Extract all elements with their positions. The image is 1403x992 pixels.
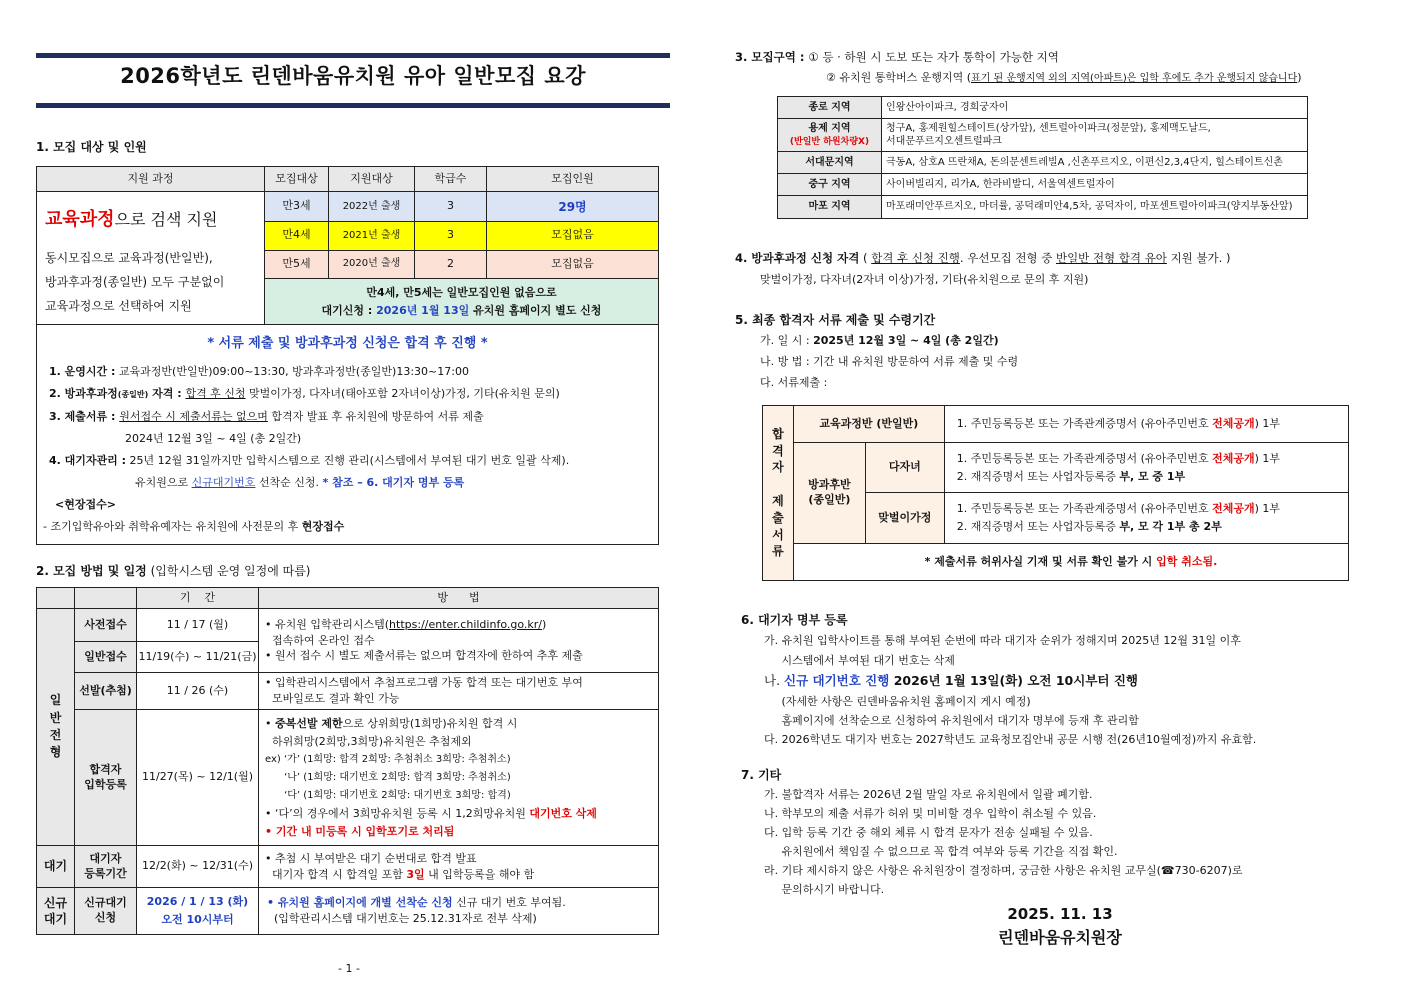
col-target: 모집대상 bbox=[265, 167, 329, 192]
title-bottom-rule bbox=[36, 103, 670, 108]
area-jongno: 종로 지역 bbox=[778, 97, 882, 119]
section-2-heading: 2. 모집 방법 및 일정 (입학시스템 운영 일정에 따름) bbox=[36, 564, 311, 578]
age-4: 만4세 bbox=[265, 222, 329, 250]
row-draw-date: 11 / 26 (수) bbox=[137, 673, 259, 710]
area-junggu: 중구 지역 bbox=[778, 174, 882, 196]
method-new: • 유치원 홈페이지에 개별 선착순 신청 신규 대기 번호 부여됨. (입학관리시스템 대기번호는 25.12.31자로 전부 삭제) bbox=[259, 888, 659, 935]
s5-line1: 가. 일 시 : 2025년 12월 3일 ~ 4일 (총 2일간) bbox=[760, 334, 999, 347]
section-3-line1: 3. 모집구역 : ① 등 · 하원 시 도보 또는 자가 통학이 가능한 지역 bbox=[735, 50, 1059, 64]
section-4-line2: 맞벌이가정, 다자녀(2자녀 이상)가정, 기타(유치원으로 문의 후 지원) bbox=[760, 273, 1089, 286]
s6-line3: 나. 신규 대기번호 진행 2026년 1월 13일(화) 오전 10시부터 진행 bbox=[764, 673, 1138, 688]
method-wait: • 추첨 시 부여받은 대기 순번대로 합격 발표 대기자 합격 시 합격일 포함 3일 내 입학등록을 해야 함 bbox=[259, 846, 659, 888]
s5-line3: 다. 서류제출 : bbox=[760, 376, 828, 389]
note-3: 3. 제출서류 : 원서접수 시 제출서류는 없으며 합격자 발표 후 유치원에 방문하여 서류 제출 bbox=[49, 409, 484, 423]
course-note-2: 방과후과정(종일반) 모두 구분없이 bbox=[45, 275, 225, 290]
note-3-date: 2024년 12월 3일 ~ 4일 (총 2일간) bbox=[125, 431, 302, 445]
notes-banner: * 서류 제출 및 방과후과정 신청은 합격 후 진행 * bbox=[207, 336, 488, 352]
section-6-heading: 6. 대기자 명부 등록 bbox=[741, 613, 848, 627]
birth-5: 2020년 출생 bbox=[329, 250, 415, 278]
s7-line4: 유치원에서 책임질 수 없으므로 꼭 합격 여부와 등록 기간을 직접 확인. bbox=[764, 845, 1118, 858]
classes-5: 2 bbox=[415, 250, 487, 278]
row-waitreg-label: 대기자 등록기간 bbox=[75, 846, 137, 888]
course-note-1: 동시모집으로 교육과정(반일반), bbox=[45, 251, 213, 266]
page-title: 2026학년도 린덴바움유치원 유아 일반모집 요강 bbox=[120, 64, 586, 88]
s5-line2: 나. 방 법 : 기간 내 유치원 방문하여 서류 제출 및 수령 bbox=[760, 355, 1019, 368]
docs-side: 합 격 자 제 출 서 류 bbox=[763, 406, 794, 581]
row-register-date: 11/27(목) ~ 12/1(월) bbox=[137, 710, 259, 846]
row-waitreg-date: 12/2(화) ~ 12/31(수) bbox=[137, 846, 259, 888]
method-register: • 중복선발 제한으로 상위희망(1희망)유치원 합격 시 하위희망(2희망,3희망)유치원은 추첨제외 ex) ‘가’ (1희망: 합격 2희망: 추첨취소 3희망: 추첨취소) ‘나’ (1희망: 대기번호 2희망: 합격 3희망: 추첨취소) ‘다’ (1희망: 대기번호 2희망: 대기번호 3희망: 합격) • ‘다’의 경우에서 3희망유치원 등록 시 1,2희망유치원 대기번호 삭제 • 기간 내 미등록 시 입학포기로 처리됨 bbox=[259, 710, 659, 846]
sign-name: 린덴바움유치원장 bbox=[998, 928, 1122, 947]
bus-table bbox=[777, 96, 1308, 219]
row-draw-label: 선발(추첨) bbox=[75, 673, 137, 710]
s7-line5: 라. 기타 제시하지 않은 사항은 유치원장이 결정하며, 궁금한 사항은 유치원 교무실(☎730-6207)로 bbox=[764, 864, 1243, 877]
wait-note: 만4세, 만5세는 일반모집인원 없음으로 대기신청 : 2026년 1월 13일 유치원 홈페이지 별도 신청 bbox=[265, 278, 659, 324]
page-number: - 1 - bbox=[338, 962, 360, 975]
note-4b: 유치원으로 신규대기번호 선착순 신청. * 참조 – 6. 대기자 명부 등록 bbox=[135, 475, 465, 489]
count-4: 모집없음 bbox=[487, 222, 659, 250]
course-search: 교육과정으로 검색 지원 bbox=[45, 209, 218, 230]
age-5: 만5세 bbox=[265, 250, 329, 278]
docs-half-detail: 1. 주민등록등본 또는 가족관계증명서 (유아주민번호 전체공개) 1부 bbox=[944, 406, 1348, 443]
group-new: 신규 대기 bbox=[37, 888, 75, 935]
section-1-heading: 1. 모집 대상 및 인원 bbox=[36, 140, 147, 154]
col-birth: 지원대상 bbox=[329, 167, 415, 192]
col-count: 모집인원 bbox=[487, 167, 659, 192]
birth-4: 2021년 출생 bbox=[329, 222, 415, 250]
title-top-rule bbox=[36, 53, 670, 58]
note-1: 1. 운영시간 : 교육과정반(반일반)09:00~13:30, 방과후과정반(종일반)13:30~17:00 bbox=[49, 364, 469, 378]
count-5: 모집없음 bbox=[487, 250, 659, 278]
note-2: 2. 방과후과정(종일반) 자격 : 합격 후 신청 맞벌이가정, 다자녀(태아포함 2자녀이상)가정, 기타(유치원 문의) bbox=[49, 386, 560, 400]
s6-line4: (자세한 사항은 린덴바움유치원 홈페이지 게시 예정) bbox=[764, 695, 1031, 708]
system-link[interactable]: https://enter.childinfo.go.kr/ bbox=[389, 617, 542, 631]
row-general-label: 일반접수 bbox=[75, 642, 137, 673]
row-register-label: 합격자 입학등록 bbox=[75, 710, 137, 846]
section-4-line1: 4. 방과후과정 신청 자격 ( 합격 후 신청 진행. 우선모집 전형 중 반일반 전형 합격 유아 지원 불가. ) bbox=[735, 251, 1231, 265]
group-general: 일 반 전 형 bbox=[37, 609, 75, 846]
col-classes: 학급수 bbox=[415, 167, 487, 192]
row-new-label: 신규대기 신청 bbox=[75, 888, 137, 935]
docs-table bbox=[762, 405, 1349, 581]
s7-line3: 다. 입학 등록 기간 중 해외 체류 시 합격 문자가 전송 실패될 수 있음. bbox=[764, 826, 1093, 839]
recruit-table bbox=[36, 166, 659, 545]
classes-4: 3 bbox=[415, 222, 487, 250]
docs-dual: 맞벌이가정 bbox=[865, 493, 944, 544]
list-seodaemun: 극동A, 삼호A 뜨란채A, 돈의문센트레빌A ,신촌푸르지오, 이편신2,3,4단지, 힐스테이트신촌 bbox=[882, 152, 1308, 174]
row-pre-date: 11 / 17 (월) bbox=[137, 609, 259, 642]
area-hongje: 용제 지역 (반일반 하원차량X) bbox=[778, 119, 882, 152]
list-hongje: 청구A, 홍제원힐스테이트(상가앞), 센트럴아이파크(정문앞), 홍제맥도날드, 서대문푸르지오센트럴파크 bbox=[882, 119, 1308, 152]
section-3-line2: ② 유치원 통학버스 운행지역 (표기 된 운행지역 외의 지역(아파트)은 입학 후에도 추가 운행되지 않습니다) bbox=[826, 71, 1302, 84]
age-3: 만3세 bbox=[265, 192, 329, 222]
s6-line6: 다. 2026학년도 대기자 번호는 2027학년도 교육청모집안내 공문 시행 전(26년10월예정)까지 유효함. bbox=[764, 733, 1257, 746]
docs-foot: * 제출서류 허위사실 기재 및 서류 확인 불가 시 입학 취소됨. bbox=[793, 544, 1348, 581]
count-3: 29명 bbox=[487, 192, 659, 222]
note-4: 4. 대기자관리 : 25년 12월 31일까지만 입학시스템으로 진행 관리(시스템에서 부여된 대기 번호 일괄 삭제). bbox=[49, 453, 570, 467]
docs-half: 교육과정반 (반일반) bbox=[793, 406, 944, 443]
docs-multi-detail: 1. 주민등록등본 또는 가족관계증명서 (유아주민번호 전체공개) 1부 2. 재직증명서 또는 사업자등록증 부, 모 중 1부 bbox=[944, 443, 1348, 493]
s6-line5: 홈페이지에 선착순으로 신청하여 유치원에서 대기자 명부에 등재 후 관리함 bbox=[764, 714, 1139, 727]
birth-3: 2022년 출생 bbox=[329, 192, 415, 222]
onsite-text: - 조기입학유아와 취학유예자는 유치원에 사전문의 후 현장접수 bbox=[43, 519, 345, 533]
section-5-heading: 5. 최종 합격자 서류 제출 및 수령기간 bbox=[735, 313, 936, 327]
s7-line2: 나. 학부모의 제출 서류가 허위 및 미비할 경우 입학이 취소될 수 있음. bbox=[764, 807, 1097, 820]
docs-dual-detail: 1. 주민등록등본 또는 가족관계증명서 (유아주민번호 전체공개) 1부 2. 재직증명서 또는 사업자등록증 부, 모 각 1부 총 2부 bbox=[944, 493, 1348, 544]
list-mapo: 마포래미안푸르지오, 마더률, 공덕래미안4,5차, 공덕자이, 마포센트럴아이파크(양지부동산앞) bbox=[882, 196, 1308, 219]
notes-cell bbox=[37, 325, 659, 545]
docs-full: 방과후반 (종일반) bbox=[793, 443, 865, 544]
s7-line6: 문의하시기 바랍니다. bbox=[764, 883, 885, 896]
s6-line2: 시스템에서 부여된 대기 번호는 삭제 bbox=[764, 654, 955, 667]
col-period: 기 간 bbox=[137, 588, 259, 609]
course-note-3: 교육과정으로 선택하여 지원 bbox=[45, 299, 192, 314]
onsite-heading: <현장접수> bbox=[55, 497, 116, 511]
docs-multi: 다자녀 bbox=[865, 443, 944, 493]
row-general-date: 11/19(수) ~ 11/21(금) bbox=[137, 642, 259, 673]
group-wait: 대기 bbox=[37, 846, 75, 888]
sign-date: 2025. 11. 13 bbox=[1007, 905, 1113, 923]
section-7-heading: 7. 기타 bbox=[741, 768, 782, 782]
row-new-date: 2026 / 1 / 13 (화) 오전 10시부터 bbox=[137, 888, 259, 935]
col-course: 지원 과정 bbox=[37, 167, 265, 192]
course-cell bbox=[37, 192, 265, 325]
col-method: 방 법 bbox=[259, 588, 659, 609]
method-draw: • 입학관리시스템에서 추첨프로그램 가동 합격 또는 대기번호 부여 모바일로도 결과 확인 가능 bbox=[259, 673, 659, 710]
list-junggu: 사이버빌리지, 리가A, 한라비발디, 서울역센트럴자이 bbox=[882, 174, 1308, 196]
list-jongno: 인왕산아이파크, 경희궁자이 bbox=[882, 97, 1308, 119]
row-pre-label: 사전접수 bbox=[75, 609, 137, 642]
area-seodaemun: 서대문지역 bbox=[778, 152, 882, 174]
method-apply: • 유치원 입학관리시스템(https://enter.childinfo.go.kr/) 접속하여 온라인 접수 • 원서 접수 시 별도 제출서류는 없으며 합격자에 한하여 추후 제출 bbox=[259, 609, 659, 673]
s6-line1: 가. 유치원 입학사이트를 통해 부여된 순번에 따라 대기자 순위가 정해지며 2025년 12월 31일 이후 bbox=[764, 634, 1241, 647]
classes-3: 3 bbox=[415, 192, 487, 222]
area-mapo: 마포 지역 bbox=[778, 196, 882, 219]
schedule-table bbox=[36, 587, 659, 935]
s7-line1: 가. 불합격자 서류는 2026년 2월 말일 자로 유치원에서 일괄 폐기함. bbox=[764, 788, 1093, 801]
